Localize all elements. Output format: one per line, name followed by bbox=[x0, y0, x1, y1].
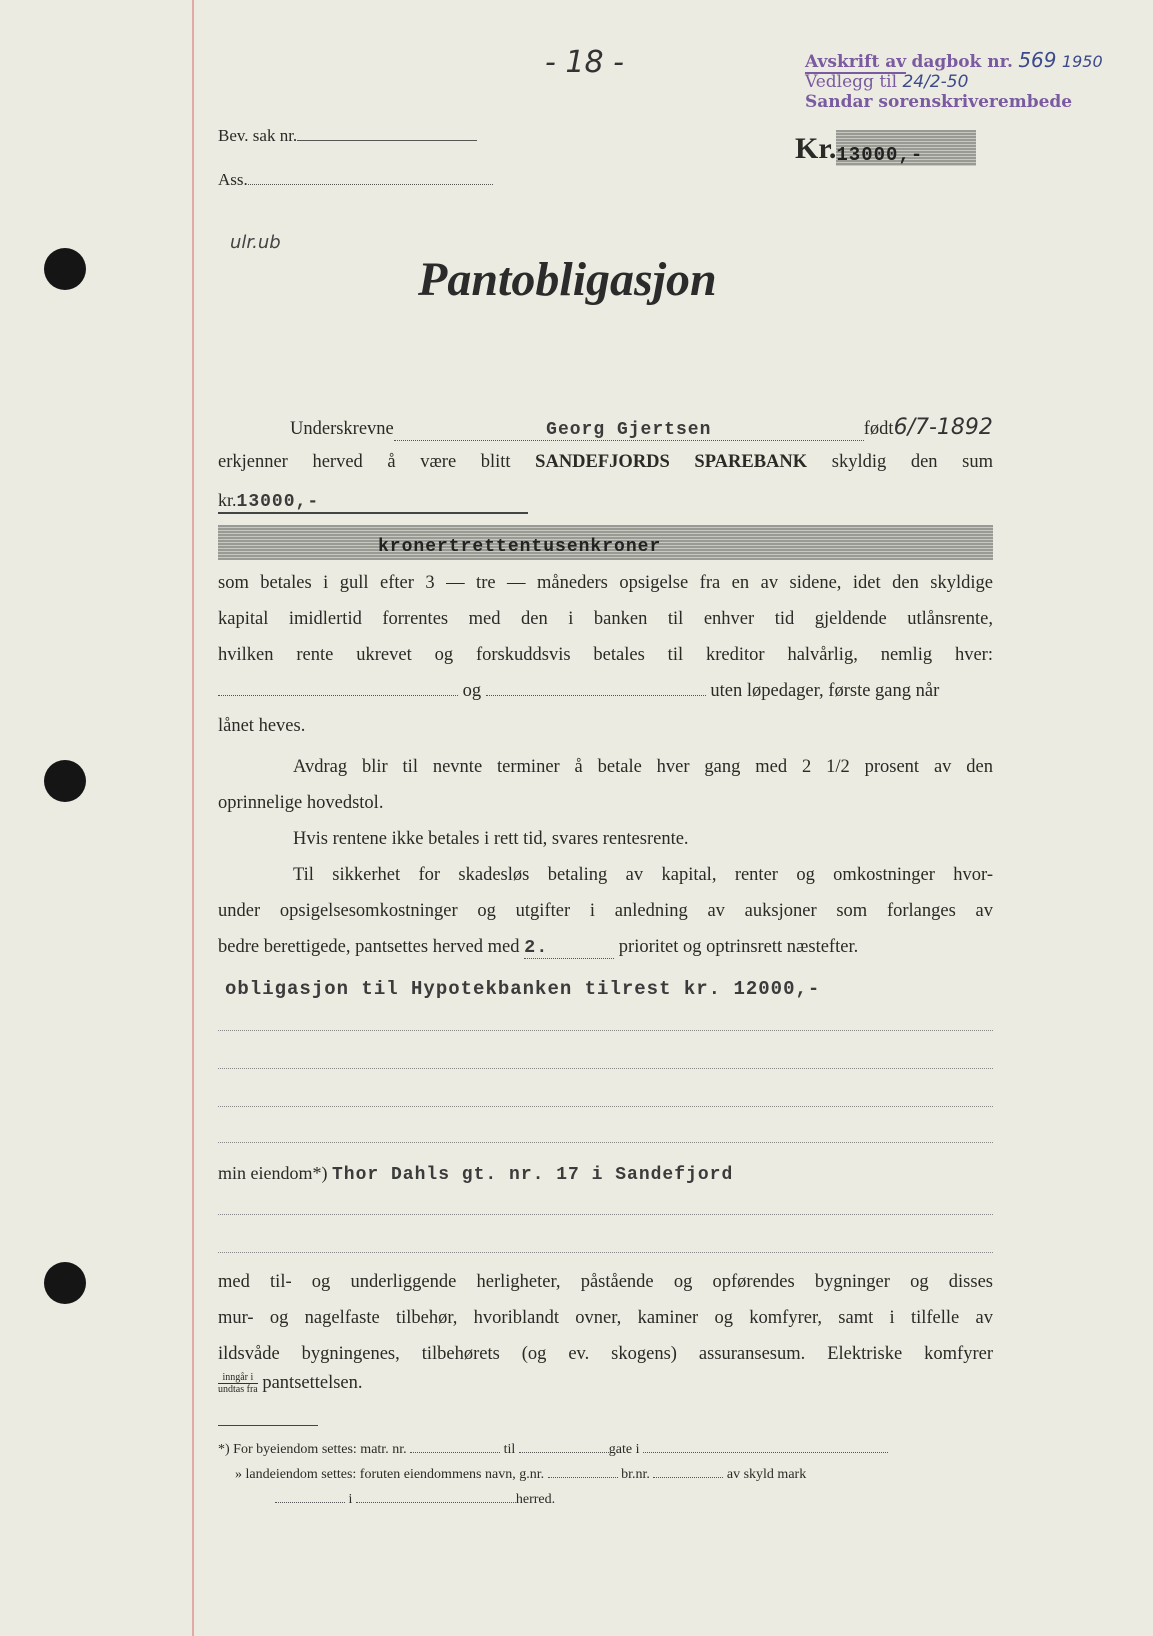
fraction-bottom: undtas fra bbox=[218, 1384, 258, 1395]
footnote-1 bbox=[218, 1442, 888, 1458]
eiendom-label: min eiendom*) bbox=[218, 1163, 328, 1183]
bev-label: Bev. sak nr. bbox=[218, 126, 298, 145]
body-line: Til sikkerhet for skadesløs betaling av kapital, renter og omkostninger hvor- bbox=[293, 865, 993, 885]
body-line: Hvis rentene ikke betales i rett tid, svares rentesrente. bbox=[293, 829, 689, 849]
margin-line bbox=[192, 0, 194, 1636]
bank-name: SANDEFJORDS SPAREBANK bbox=[535, 452, 808, 472]
kr-field bbox=[795, 130, 976, 166]
pantsettelsen-line bbox=[218, 1372, 363, 1395]
body-line bbox=[218, 937, 993, 959]
text: prioritet og optrinsrett næstefter. bbox=[618, 937, 859, 957]
body-line: Avdrag blir til nevnte terminer å betale hver gang med 2 1/2 prosent av den bbox=[293, 757, 993, 777]
underskrevne-label: Underskrevne bbox=[290, 419, 394, 439]
document-title: Pantobligasjon bbox=[418, 253, 717, 306]
body-line: lånet heves. bbox=[218, 716, 306, 736]
birth-date: 6/7-1892 bbox=[893, 415, 993, 440]
text: til bbox=[503, 1442, 516, 1457]
signer-name: Georg Gjertsen bbox=[546, 420, 712, 440]
text: uten løpedager, første gang når bbox=[710, 681, 940, 701]
eiendom-line bbox=[218, 1163, 733, 1185]
body-line: mur- og nagelfaste tilbehør, hvoriblandt ovner, kaminer og komfyrer, samt i tilfelle av bbox=[218, 1308, 993, 1328]
kr-value: 13000,- bbox=[836, 130, 976, 166]
amount-words: kronertrettentusenkroner bbox=[378, 537, 662, 557]
footnote-3 bbox=[275, 1492, 555, 1508]
body-line: oprinnelige hovedstol. bbox=[218, 793, 384, 813]
underskrevne-line bbox=[290, 415, 993, 441]
text: i bbox=[348, 1492, 353, 1507]
ass-field bbox=[218, 170, 493, 190]
text: *) For byeiendom settes: matr. nr. bbox=[218, 1442, 407, 1457]
text: pantsettelsen. bbox=[262, 1372, 363, 1393]
bev-field bbox=[218, 126, 477, 146]
punch-hole bbox=[44, 760, 86, 802]
amount-field bbox=[218, 490, 528, 514]
footnote-rule bbox=[218, 1425, 318, 1426]
amount-words-bar bbox=[218, 525, 993, 560]
text: » landeiendom settes: foruten eiendommens navn, g.nr. bbox=[235, 1467, 545, 1482]
stamp-line1: Avskrift av bbox=[805, 52, 907, 72]
priority-value: 2. bbox=[524, 937, 549, 958]
text: erkjenner herved å være blitt bbox=[218, 452, 511, 472]
body-line: som betales i gull efter 3 — tre — måneders opsigelse fra en av sidene, idet den skyldige bbox=[218, 573, 993, 593]
stamp-line3: Sandar sorenskriverembede bbox=[805, 92, 1073, 112]
kr-small-label: kr. bbox=[218, 490, 237, 510]
footnote-2 bbox=[235, 1467, 806, 1483]
text: herred. bbox=[515, 1492, 556, 1507]
text: skyldig den sum bbox=[831, 452, 993, 472]
text: og bbox=[462, 681, 482, 701]
fodt-label: født bbox=[863, 419, 894, 439]
stamp-date: 24/2-50 bbox=[902, 72, 969, 92]
text: br.nr. bbox=[621, 1467, 650, 1482]
body-line: kapital imidlertid forrentes med den i banken til enhver tid gjeldende utlånsrente, bbox=[218, 609, 993, 629]
punch-hole bbox=[44, 1262, 86, 1304]
typed-encumbrance: obligasjon til Hypotekbanken tilrest kr. 12000,- bbox=[225, 978, 821, 1000]
text: bedre berettigede, pantsettes herved med bbox=[218, 937, 520, 957]
body-line: under opsigelsesomkostninger og utgifter i anledning av auksjoner som forlanges av bbox=[218, 901, 993, 921]
handwritten-initials: ulr.ub bbox=[230, 232, 281, 253]
amount-value: 13000,- bbox=[236, 492, 320, 512]
property-address: Thor Dahls gt. nr. 17 i Sandefjord bbox=[331, 1165, 734, 1185]
page-number: - 18 - bbox=[545, 45, 624, 80]
stamp bbox=[805, 50, 1103, 112]
punch-hole bbox=[44, 248, 86, 290]
body-line: ildsvåde bygningenes, tilbehørets (og ev. skogens) assuransesum. Elektriske komfyrer bbox=[218, 1344, 993, 1364]
stamp-line2: Vedlegg til bbox=[805, 72, 898, 92]
fraction-top: inngår i bbox=[218, 1372, 258, 1384]
dagbok-number: 569 bbox=[1018, 48, 1057, 72]
body-line bbox=[218, 452, 993, 473]
stamp-dagbok: dagbok nr. bbox=[911, 52, 1013, 72]
text: gate i bbox=[608, 1442, 640, 1457]
body-line: hvilken rente ukrevet og forskuddsvis betales til kreditor halvårlig, nemlig hver: bbox=[218, 645, 993, 665]
body-line: med til- og underliggende herligheter, påstående og opførendes bygninger og disses bbox=[218, 1272, 993, 1292]
dagbok-year: 1950 bbox=[1061, 52, 1103, 71]
text: av skyld mark bbox=[726, 1467, 807, 1482]
body-line bbox=[218, 681, 993, 702]
ass-label: Ass. bbox=[218, 170, 248, 189]
kr-label: Kr. bbox=[795, 132, 837, 165]
